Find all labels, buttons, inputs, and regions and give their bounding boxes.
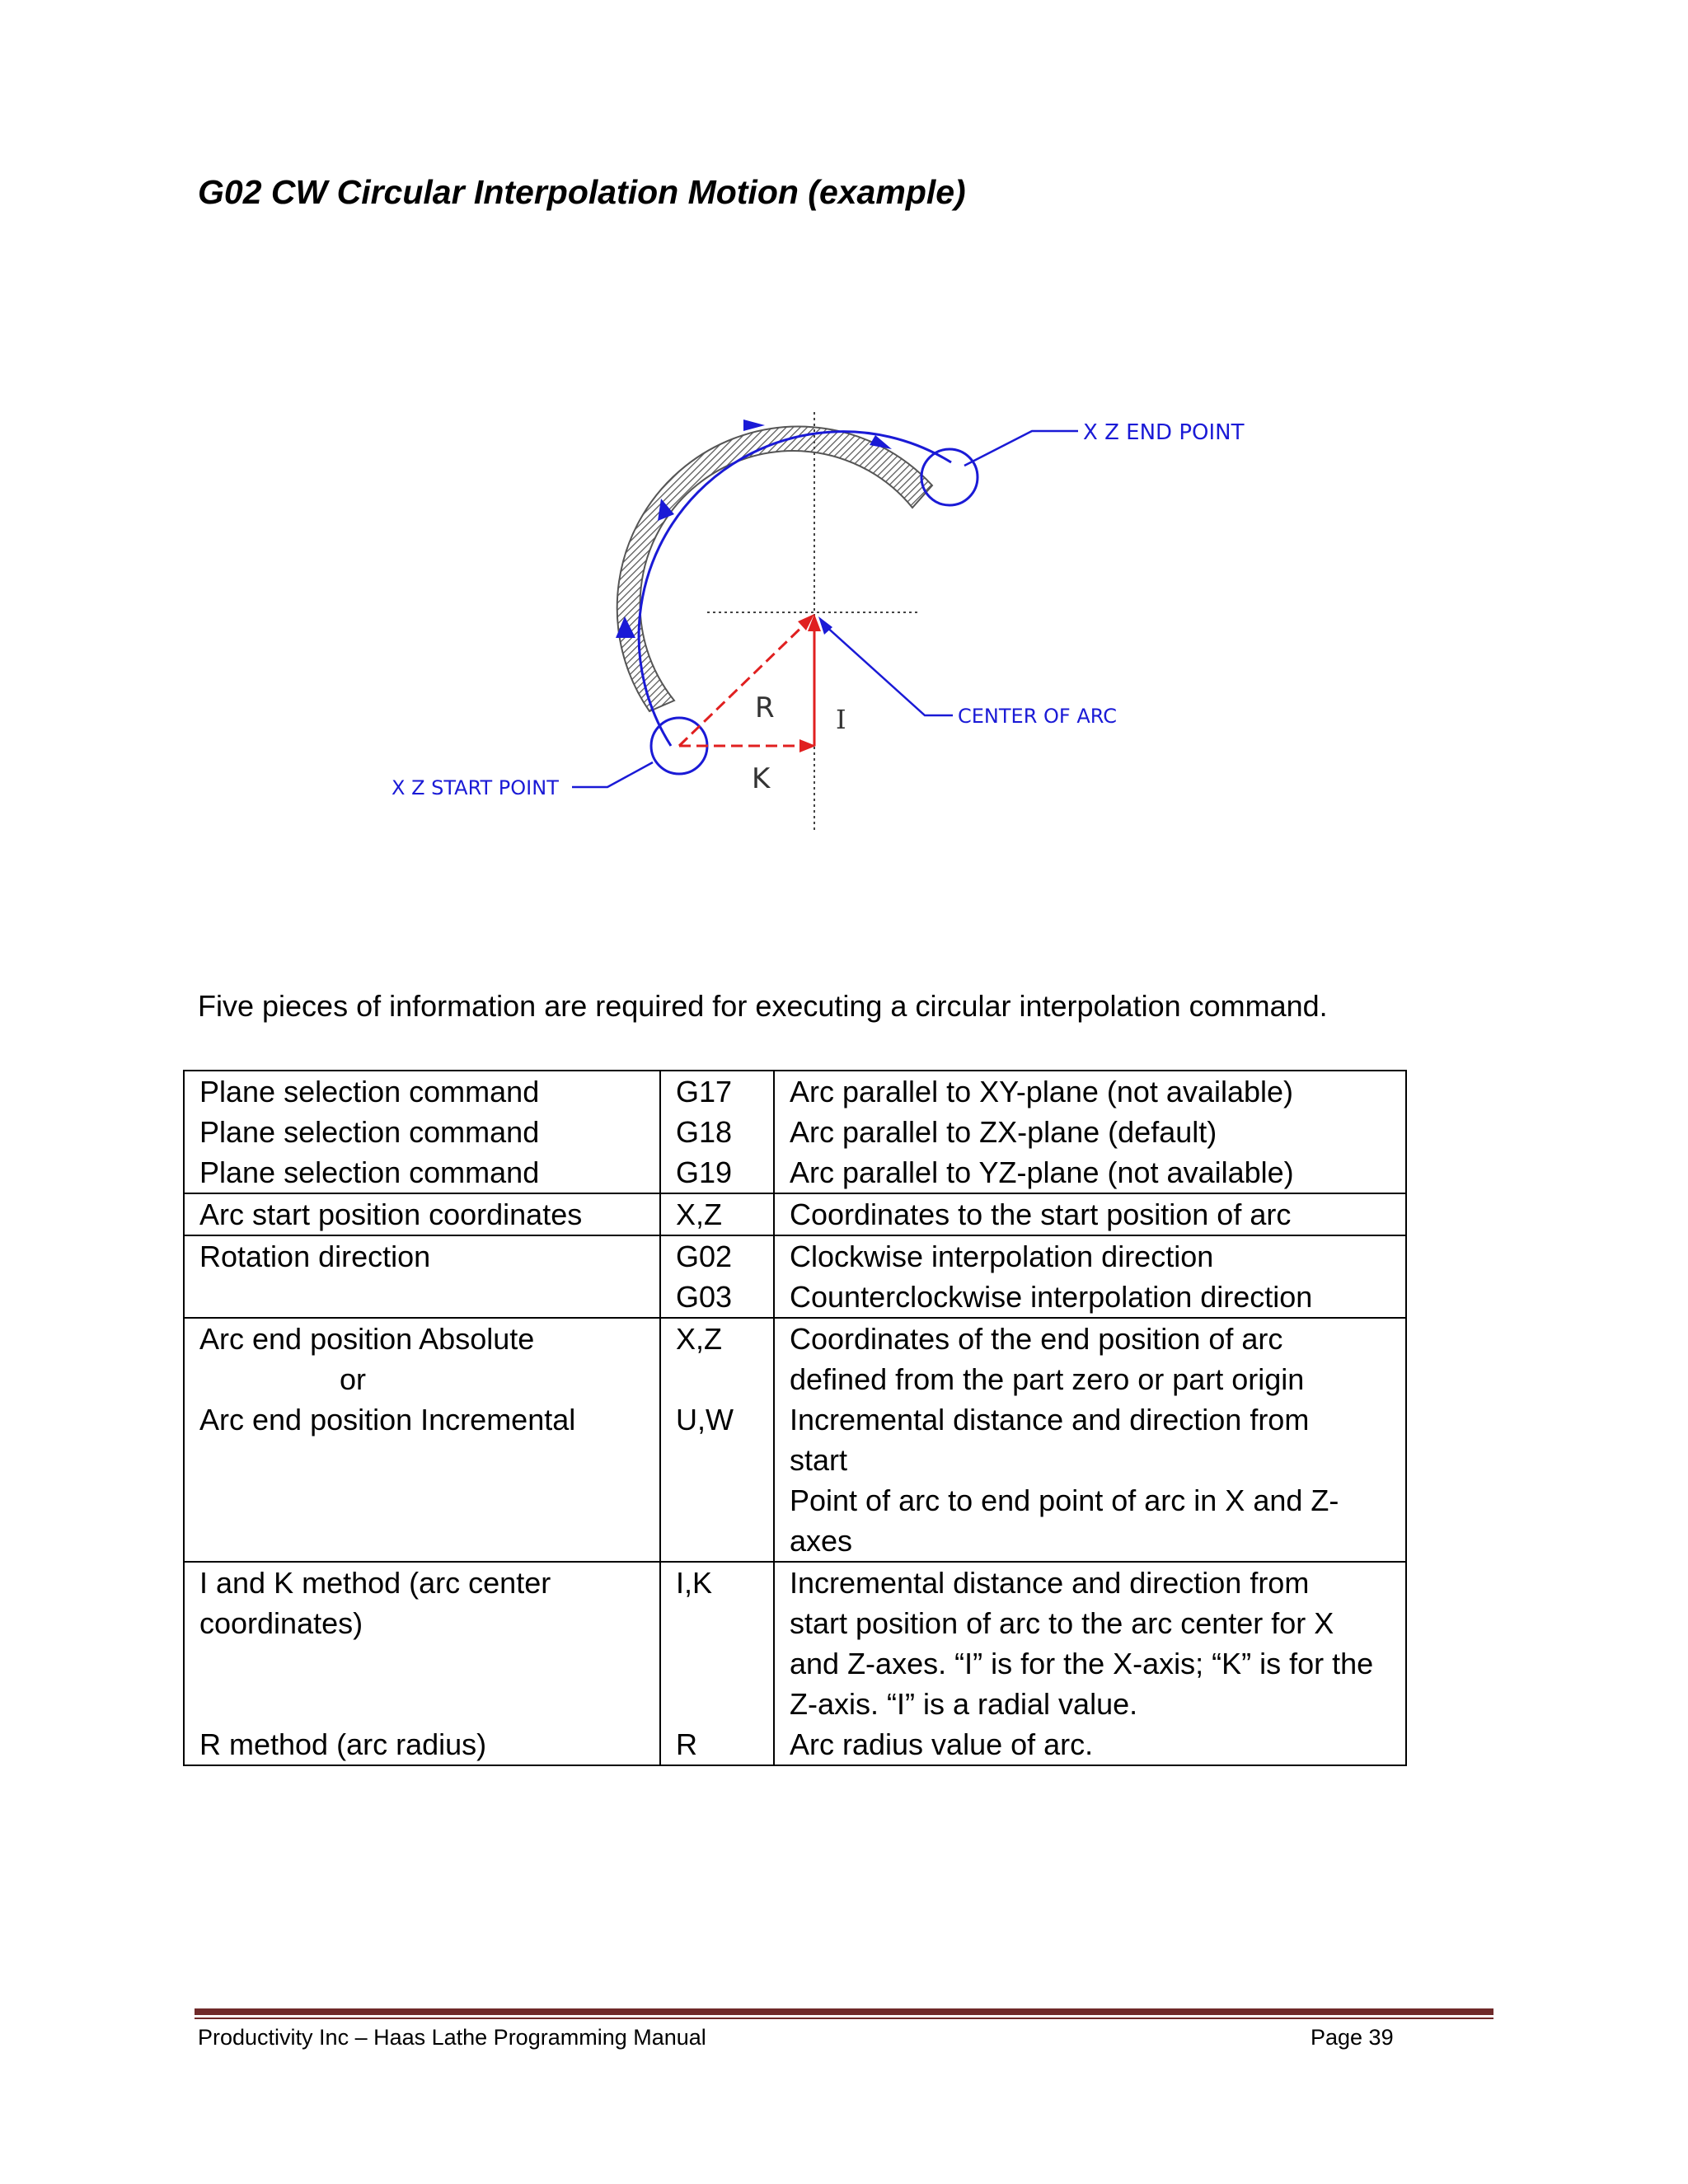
cell-line [676, 1643, 758, 1684]
k-label: K [752, 762, 771, 795]
cell-line [199, 1643, 645, 1684]
intro-paragraph: Five pieces of information are required for executing a circular interpolation command. [198, 989, 1328, 1023]
end-point-label: X Z END POINT [1083, 420, 1245, 445]
cell-line: Arc parallel to YZ-plane (not available) [790, 1155, 1294, 1189]
cell-line: Arc end position Absolute [199, 1322, 535, 1356]
cell-line: Point of arc to end point of arc in X and Z- [790, 1483, 1339, 1517]
cell-line: Arc start position coordinates [199, 1197, 583, 1231]
end-point-circle [921, 449, 978, 505]
row-code-cell [660, 1235, 774, 1318]
arc-diagram [363, 396, 1302, 841]
row-name-cell [184, 1071, 660, 1193]
cell-line: I and K method (arc center [199, 1566, 551, 1600]
footer-divider [195, 2008, 1493, 2019]
center-leader [824, 625, 953, 715]
cell-line: G18 [676, 1115, 733, 1149]
cell-line: and Z-axes. “I” is for the X-axis; “K” is for the [790, 1647, 1374, 1680]
cell-line: or [340, 1362, 367, 1396]
table-row [184, 1562, 1406, 1765]
table-row [184, 1235, 1406, 1318]
row-name-cell [184, 1193, 660, 1235]
r-label: R [755, 691, 775, 724]
table-row [184, 1193, 1406, 1235]
cell-line: Coordinates of the end position of arc [790, 1322, 1283, 1356]
row-code-cell [660, 1071, 774, 1193]
cell-line: R method (arc radius) [199, 1727, 487, 1761]
cell-line: start position of arc to the arc center for X [790, 1606, 1334, 1640]
cell-line: Incremental distance and direction from [790, 1566, 1310, 1600]
row-desc-cell [774, 1318, 1406, 1562]
i-label: I [836, 704, 846, 735]
cell-line: R [676, 1727, 697, 1761]
cell-line: Arc parallel to XY-plane (not available) [790, 1075, 1294, 1108]
cell-line: start [790, 1443, 848, 1477]
cell-line: I,K [676, 1566, 713, 1600]
cell-line: G19 [676, 1155, 733, 1189]
cell-line: G02 [676, 1240, 733, 1273]
cell-line: U,W [676, 1403, 734, 1436]
start-point-leader [572, 762, 653, 787]
row-desc-cell [774, 1193, 1406, 1235]
center-leader-arrow [818, 616, 832, 635]
cell-line: Z-axis. “I” is a radial value. [790, 1687, 1138, 1721]
page-title: G02 CW Circular Interpolation Motion (example) [198, 173, 966, 211]
cell-line: Arc parallel to ZX-plane (default) [790, 1115, 1217, 1149]
footer-manual-title: Productivity Inc – Haas Lathe Programming Manual [198, 2025, 706, 2050]
cell-line: Arc radius value of arc. [790, 1727, 1094, 1761]
cell-line: G17 [676, 1075, 733, 1108]
cell-line: axes [790, 1524, 853, 1558]
cell-line: Clockwise interpolation direction [790, 1240, 1214, 1273]
row-name-cell [184, 1235, 660, 1318]
start-point-label: X Z START POINT [392, 776, 559, 799]
cell-line: Plane selection command [199, 1075, 540, 1108]
row-code-cell [660, 1318, 774, 1562]
row-desc-cell [774, 1235, 1406, 1318]
cell-line: Coordinates to the start position of arc [790, 1197, 1292, 1231]
cell-line: Rotation direction [199, 1240, 431, 1273]
cell-line: X,Z [676, 1322, 723, 1356]
r-vector [679, 618, 811, 746]
table-row [184, 1071, 1406, 1193]
cell-line [676, 1603, 758, 1643]
cell-line [676, 1359, 758, 1399]
cell-line: defined from the part zero or part origin [790, 1362, 1305, 1396]
row-desc-cell [774, 1071, 1406, 1193]
cell-line: Incremental distance and direction from [790, 1403, 1310, 1436]
cell-line: Arc end position Incremental [199, 1403, 576, 1436]
row-desc-cell [774, 1562, 1406, 1765]
row-name-cell [184, 1318, 660, 1562]
cell-line: coordinates) [199, 1606, 363, 1640]
cell-line [199, 1277, 645, 1317]
end-point-leader [964, 431, 1078, 466]
arrow-head-top [743, 419, 765, 431]
row-name-cell [184, 1562, 660, 1765]
cell-line: G03 [676, 1280, 733, 1314]
footer-page-number: Page 39 [1311, 2025, 1394, 2050]
center-label: CENTER OF ARC [958, 705, 1117, 728]
cell-line [199, 1684, 645, 1724]
cell-line: X,Z [676, 1197, 723, 1231]
row-code-cell [660, 1562, 774, 1765]
cell-line: Plane selection command [199, 1155, 540, 1189]
cell-line: Counterclockwise interpolation direction [790, 1280, 1313, 1314]
table-row [184, 1318, 1406, 1562]
row-code-cell [660, 1193, 774, 1235]
cell-line [676, 1684, 758, 1724]
cell-line: Plane selection command [199, 1115, 540, 1149]
hatched-workpiece [617, 427, 932, 711]
circular-interpolation-table [183, 1070, 1407, 1766]
